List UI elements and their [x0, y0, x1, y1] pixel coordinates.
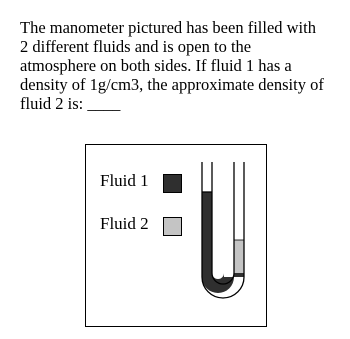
u-tube-inner-wall	[212, 162, 234, 284]
legend-label-fluid-1: Fluid 1	[100, 171, 149, 190]
fluid-2-column	[234, 240, 244, 277]
fluid-1-right-segment	[234, 273, 244, 277]
legend-label-fluid-2: Fluid 2	[100, 214, 149, 233]
manometer-figure	[85, 144, 267, 327]
u-tube-manometer	[86, 145, 266, 326]
fluid-1-column	[202, 192, 234, 293]
question-text: The manometer pictured has been filled with 2 different fluids and is open to the atmosphere on both sides. If fluid 1 has a density of 1g/cm3, the approximate density of fluid 2 is: ____	[20, 18, 324, 113]
